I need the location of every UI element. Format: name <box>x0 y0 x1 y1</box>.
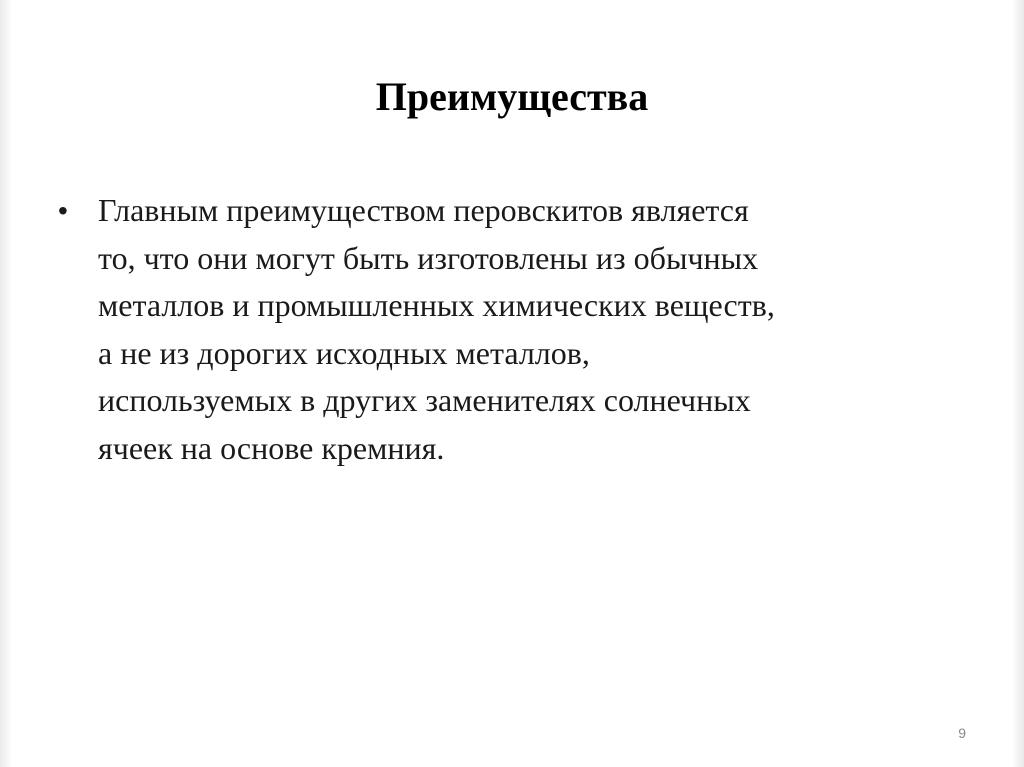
bullet-text-line: металлов и промышленных химических веществ, <box>98 287 775 323</box>
slide-title: Преимущества <box>375 74 649 119</box>
bullet-icon: • <box>58 195 68 226</box>
bullet-text-line: а не из дорогих исходных металлов, <box>98 334 590 371</box>
bullet-text-line: используемых в других заменителях солнечных <box>98 382 751 418</box>
bullet-item <box>58 187 958 472</box>
bullet-text-line: Главным преимуществом перовскитов является <box>98 192 749 228</box>
bullet-text-line: ячеек на основе кремния. <box>98 429 445 466</box>
bullet-text-line: то, что они могут быть изготовлены из обычных <box>98 239 759 276</box>
page-number: 9 <box>958 725 966 741</box>
slide-content <box>58 187 958 472</box>
